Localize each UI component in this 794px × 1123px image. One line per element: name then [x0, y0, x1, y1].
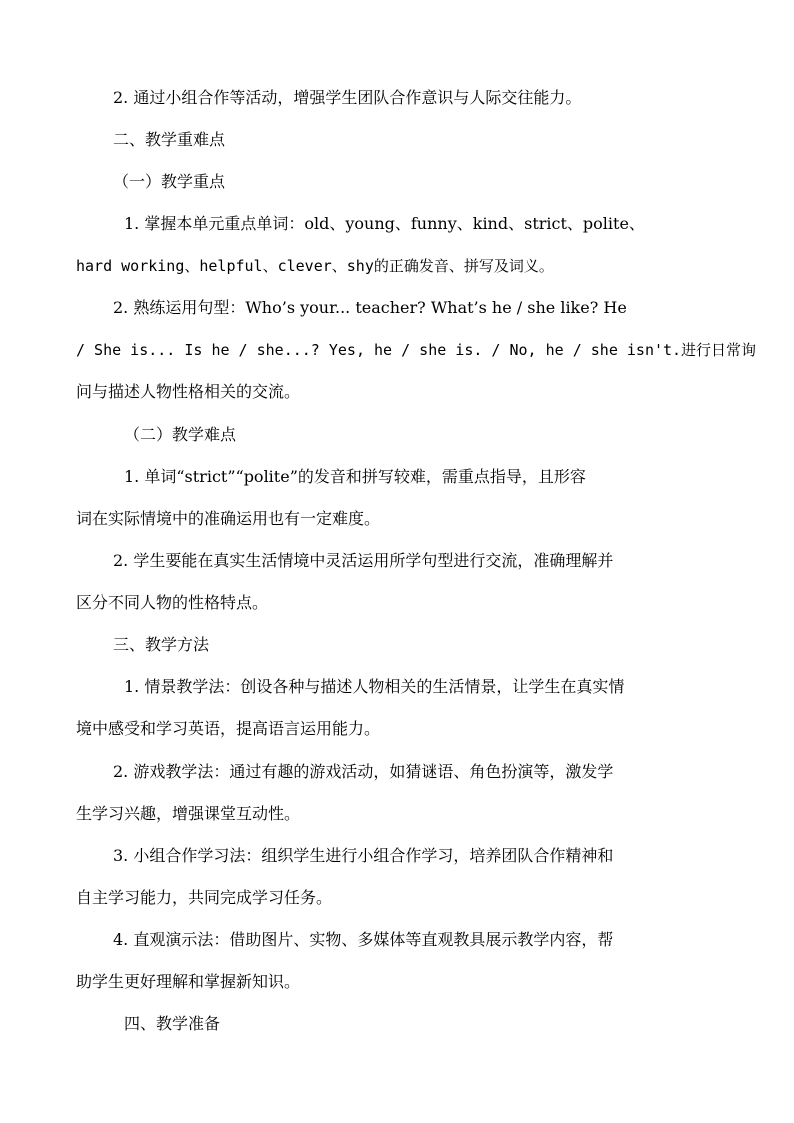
method-4-line-2: 助学生更好理解和掌握新知识。 — [76, 972, 301, 991]
key-point-2-line-2: / She is... Is he / she...? Yes, he / she is. / No, he / she isn't.进行日常询 — [76, 341, 757, 359]
method-2-line-2: 生学习兴趣，增强课堂互动性。 — [76, 804, 301, 823]
difficult-point-1-line-1: 1. 单词“strict”“polite”的发音和拼写较难，需重点指导，且形容 — [124, 467, 586, 486]
key-point-1-line-2: hard working、helpful、clever、shy的正确发音、拼写及词义。 — [76, 257, 554, 275]
subheading-key-points: （一）教学重点 — [113, 172, 226, 191]
section-heading-teaching-preparation: 四、教学准备 — [124, 1014, 221, 1033]
difficult-point-2-line-2: 区分不同人物的性格特点。 — [76, 593, 269, 612]
section-heading-teaching-methods: 三、教学方法 — [113, 635, 210, 654]
subheading-difficult-points: （二）教学难点 — [124, 425, 237, 444]
key-point-2-line-3: 问与描述人物性格相关的交流。 — [76, 382, 301, 401]
objective-2: 2. 通过小组合作等活动，增强学生团队合作意识与人际交往能力。 — [113, 88, 582, 107]
method-1-line-2: 境中感受和学习英语，提高语言运用能力。 — [76, 719, 381, 738]
difficult-point-2-line-1: 2. 学生要能在真实生活情境中灵活运用所学句型进行交流，准确理解并 — [113, 551, 614, 570]
method-1-line-1: 1. 情景教学法：创设各种与描述人物相关的生活情景，让学生在真实情 — [124, 677, 625, 696]
method-2-line-1: 2. 游戏教学法：通过有趣的游戏活动，如猜谜语、角色扮演等，激发学 — [113, 762, 614, 781]
section-heading-key-difficult-points: 二、教学重难点 — [113, 130, 226, 149]
method-4-line-1: 4. 直观演示法：借助图片、实物、多媒体等直观教具展示教学内容，帮 — [113, 930, 614, 949]
key-point-1-line-1: 1. 掌握本单元重点单词：old、young、funny、kind、strict、polite、 — [124, 214, 645, 233]
method-3-line-1: 3. 小组合作学习法：组织学生进行小组合作学习，培养团队合作精神和 — [113, 846, 614, 865]
method-3-line-2: 自主学习能力，共同完成学习任务。 — [76, 888, 333, 907]
difficult-point-1-line-2: 词在实际情境中的准确运用也有一定难度。 — [76, 509, 381, 528]
key-point-2-line-1: 2. 熟练运用句型：Who’s your... teacher? What’s he / she like? He — [113, 298, 627, 317]
